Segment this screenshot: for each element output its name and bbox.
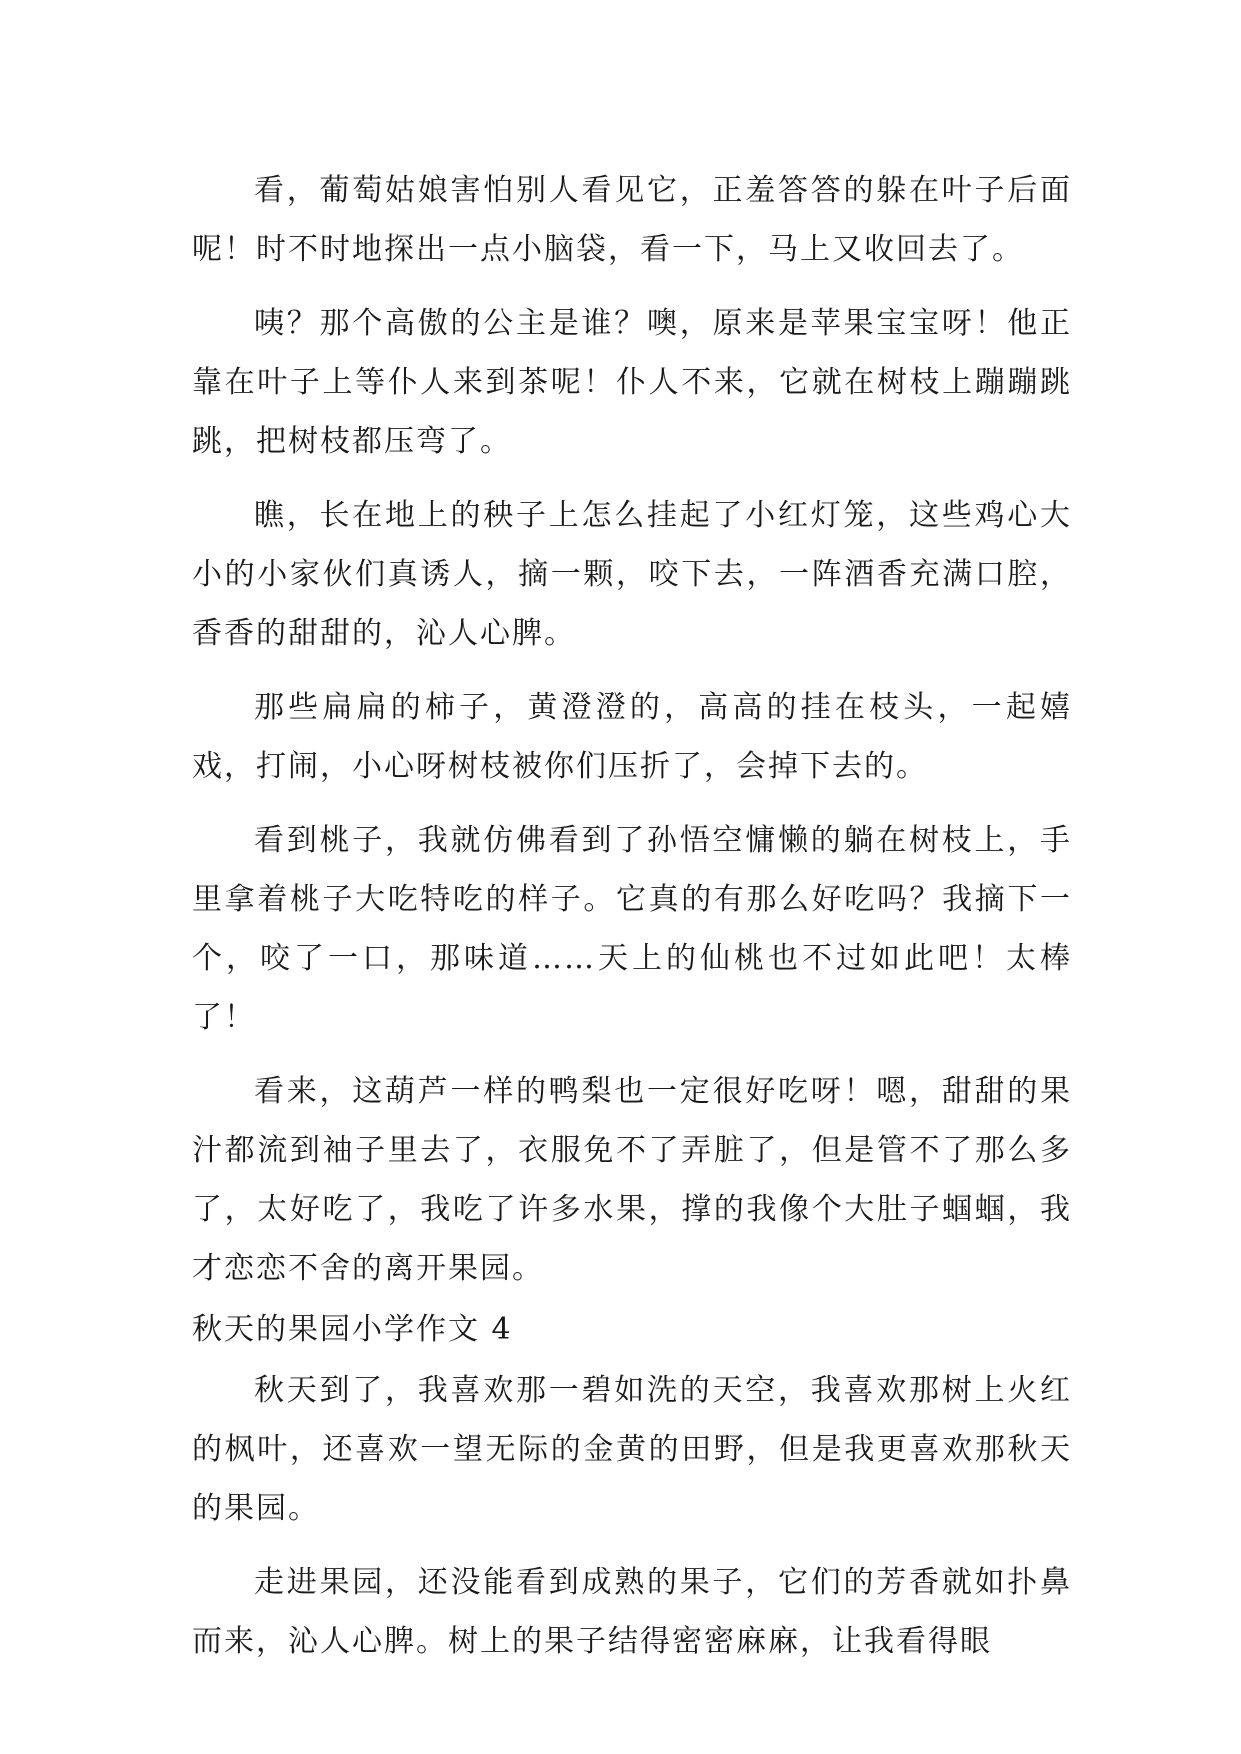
paragraph-orchard-entry: 走进果园，还没能看到成熟的果子，它们的芳香就如扑鼻而来，沁人心脾。树上的果子结得密密麻麻，让我看得眼: [192, 1565, 1072, 1659]
paragraph-pears: 看来，这葫芦一样的鸭梨也一定很好吃呀！嗯，甜甜的果汁都流到袖子里去了，衣服免不了弄脏了，但是管不了那么多了，太好吃了，我吃了许多水果，撑的我像个大肚子蝈蝈，我才恋恋不舍的离开果园。: [192, 1074, 1072, 1286]
paragraph-autumn: 秋天到了，我喜欢那一碧如洗的天空，我喜欢那树上火红的枫叶，还喜欢一望无际的金黄的田野，但是我更喜欢那秋天的果园。: [192, 1373, 1072, 1526]
paragraph-lanterns: 瞧，长在地上的秧子上怎么挂起了小红灯笼，这些鸡心大小的小家伙们真诱人，摘一颗，咬下去，一阵酒香充满口腔，香香的甜甜的，沁人心脾。: [192, 498, 1072, 651]
paragraph-grapes: 看，葡萄姑娘害怕别人看见它，正羞答答的躲在叶子后面呢！时不时地探出一点小脑袋，看一下，马上又收回去了。: [192, 173, 1072, 267]
paragraph-persimmons: 那些扁扁的柿子，黄澄澄的，高高的挂在枝头，一起嬉戏，打闹，小心呀树枝被你们压折了，会掉下去的。: [192, 690, 1072, 784]
paragraph-apple: 咦？那个高傲的公主是谁？噢，原来是苹果宝宝呀！他正靠在叶子上等仆人来到茶呢！仆人不来，它就在树枝上蹦蹦跳跳，把树枝都压弯了。: [192, 306, 1072, 459]
paragraph-peaches: 看到桃子，我就仿佛看到了孙悟空慵懒的躺在树枝上，手里拿着桃子大吃特吃的样子。它真的有那么好吃吗？我摘下一个，咬了一口，那味道……天上的仙桃也不过如此吧！太棒了！: [192, 823, 1072, 1035]
document-body: [192, 161, 1072, 1686]
section-heading: 秋天的果园小学作文 4: [192, 1312, 513, 1347]
